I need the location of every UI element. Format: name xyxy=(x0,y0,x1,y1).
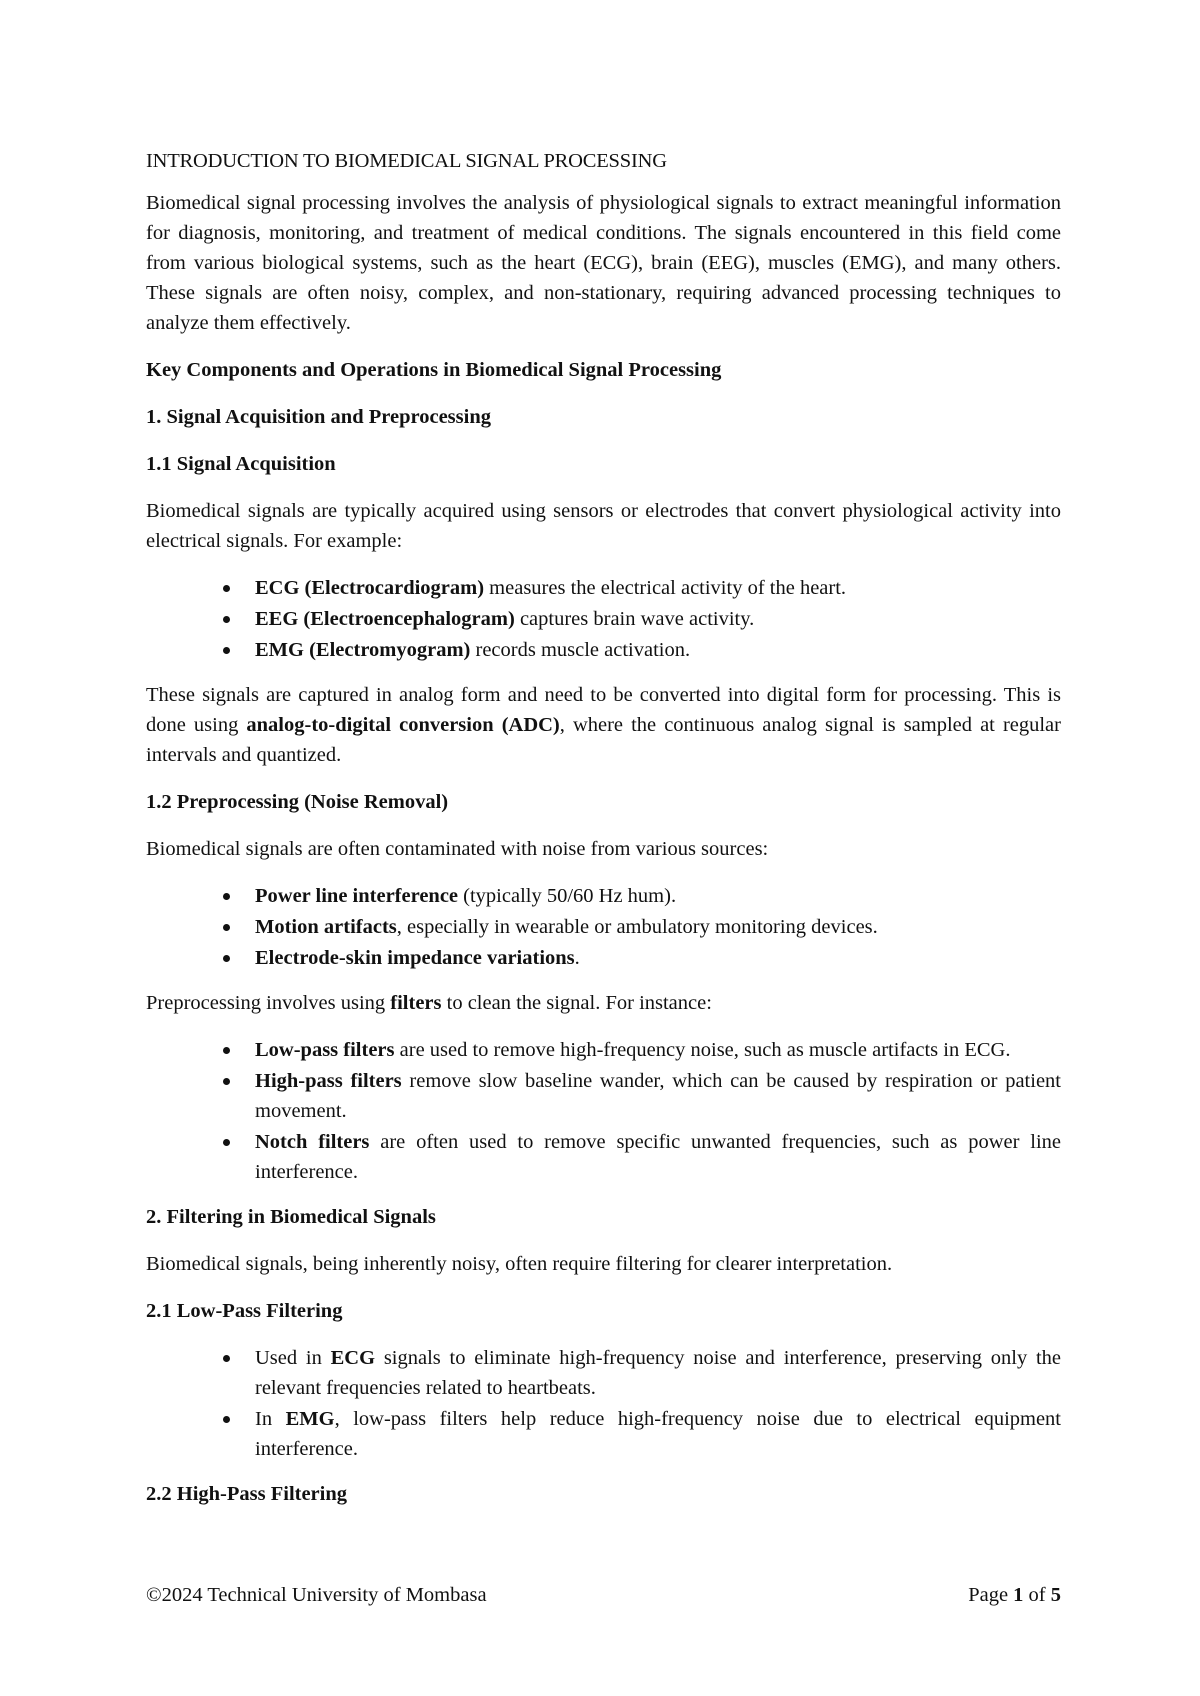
section-1-heading: 1. Signal Acquisition and Preprocessing xyxy=(146,406,491,428)
filter-types-list xyxy=(146,1035,1061,1187)
list-item xyxy=(255,604,1061,634)
list-item-term: Power line interference xyxy=(255,885,459,907)
adc-text-post: , where the continuous analog signal is sampled at regular intervals and quantized. xyxy=(146,714,1061,766)
document-page xyxy=(146,146,1061,1526)
list-item-text: remove slow baseline wander, which can be caused by respiration or patient movement. xyxy=(255,1070,1061,1122)
list-item-term: EMG xyxy=(285,1408,335,1430)
filters-text-pre: Preprocessing involves using xyxy=(146,992,391,1014)
adc-paragraph xyxy=(146,680,1061,770)
list-item xyxy=(255,912,1061,942)
list-item-term: Electrode-skin impedance variations xyxy=(255,947,575,969)
noise-sources-list xyxy=(146,881,1061,973)
page-total: 5 xyxy=(1050,1584,1061,1606)
list-item-text: are used to remove high-frequency noise, such as muscle artifacts in ECG. xyxy=(394,1039,1011,1061)
key-components-heading: Key Components and Operations in Biomedical Signal Processing xyxy=(146,359,722,381)
footer-copyright: ©2024 Technical University of Mombasa xyxy=(146,1584,487,1606)
list-item-text: In xyxy=(255,1408,286,1430)
section-1-1-paragraph: Biomedical signals are typically acquired using sensors or electrodes that convert physiological activity into electrical signals. For example: xyxy=(146,500,1061,552)
list-item xyxy=(255,1035,1061,1065)
list-item-text: , especially in wearable or ambulatory monitoring devices. xyxy=(396,916,878,938)
list-item xyxy=(255,635,1061,665)
list-item xyxy=(255,1066,1061,1126)
list-item-term: Notch filters xyxy=(255,1131,370,1153)
list-item-term: EMG (Electromyogram) xyxy=(255,639,471,661)
adc-term: analog-to-digital conversion (ADC) xyxy=(246,714,560,736)
section-2-1-heading: 2.1 Low-Pass Filtering xyxy=(146,1300,343,1322)
page-current: 1 xyxy=(1013,1584,1024,1606)
list-item-term: High-pass filters xyxy=(255,1070,402,1092)
section-2-heading: 2. Filtering in Biomedical Signals xyxy=(146,1206,436,1228)
list-item-text: , low-pass filters help reduce high-frequency noise due to electrical equipment interference. xyxy=(255,1408,1062,1460)
list-item-text: (typically 50/60 Hz hum). xyxy=(458,885,677,907)
list-item-term: Low-pass filters xyxy=(255,1039,395,1061)
section-1-2-heading: 1.2 Preprocessing (Noise Removal) xyxy=(146,791,449,813)
list-item-text: signals to eliminate high-frequency noise and interference, preserving only the relevant frequencies related to heartbeats. xyxy=(255,1347,1062,1399)
list-item-text: . xyxy=(574,947,580,969)
list-item-text: captures brain wave activity. xyxy=(514,608,755,630)
intro-paragraph: Biomedical signal processing involves the analysis of physiological signals to extract meaningful information for diagnosis, monitoring, and treatment of medical conditions. The signals encountered in this field come from various biological systems, such as the heart (ECG), brain (EEG), muscles (EMG), and many others. These signals are often noisy, complex, and non-stationary, requiring advanced processing techniques to analyze them effectively. xyxy=(146,192,1061,334)
page-footer xyxy=(146,1580,1061,1610)
signal-types-list xyxy=(146,573,1061,665)
list-item xyxy=(255,1404,1061,1464)
low-pass-list xyxy=(146,1343,1061,1464)
page-number xyxy=(968,1580,1061,1610)
section-2-2-heading: 2.2 High-Pass Filtering xyxy=(146,1483,348,1505)
section-1-1-heading: 1.1 Signal Acquisition xyxy=(146,453,336,475)
section-1-2-paragraph: Biomedical signals are often contaminated with noise from various sources: xyxy=(146,838,769,860)
list-item xyxy=(255,573,1061,603)
filters-text-post: to clean the signal. For instance: xyxy=(441,992,712,1014)
list-item-term: EEG (Electroencephalogram) xyxy=(255,608,515,630)
page-of-label: of xyxy=(1023,1584,1051,1606)
list-item-term: ECG (Electrocardiogram) xyxy=(255,577,485,599)
list-item-text: measures the electrical activity of the heart. xyxy=(484,577,847,599)
page-label: Page xyxy=(968,1584,1014,1606)
list-item-term: ECG xyxy=(330,1347,376,1369)
document-title: INTRODUCTION TO BIOMEDICAL SIGNAL PROCESSING xyxy=(146,150,667,172)
filters-term: filters xyxy=(390,992,442,1014)
list-item xyxy=(255,881,1061,911)
list-item-text: records muscle activation. xyxy=(470,639,691,661)
list-item xyxy=(255,943,1061,973)
list-item xyxy=(255,1343,1061,1403)
list-item xyxy=(255,1127,1061,1187)
list-item-text: are often used to remove specific unwanted frequencies, such as power line interference. xyxy=(255,1131,1061,1183)
adc-text-pre: These signals are captured in analog form and need to be converted into digital form for processing. This is done using xyxy=(146,684,1061,736)
list-item-term: Motion artifacts xyxy=(255,916,397,938)
list-item-text: Used in xyxy=(255,1347,331,1369)
section-2-paragraph: Biomedical signals, being inherently noisy, often require filtering for clearer interpretation. xyxy=(146,1253,893,1275)
filters-paragraph xyxy=(146,988,1061,1018)
